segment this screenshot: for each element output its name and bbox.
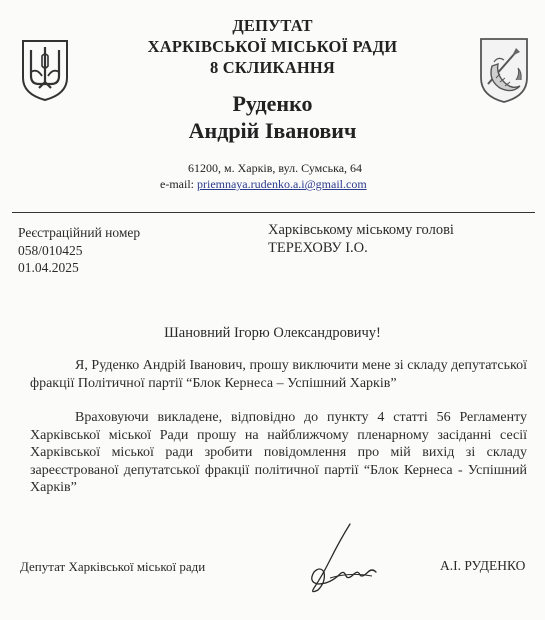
header-email-line	[160, 177, 367, 192]
recipient-name: ТЕРЕХОВУ І.О.	[268, 240, 368, 256]
header-surname: Руденко	[232, 91, 313, 116]
recipient-title: Харківському міському голові	[268, 222, 454, 238]
email-link[interactable]: priemnaya.rudenko.a.i@gmail.com	[196, 177, 367, 191]
header-given-names: Андрій Іванович	[188, 118, 357, 143]
header-title-council: ХАРКІВСЬКОЇ МІСЬКОЇ РАДИ	[147, 37, 398, 56]
registration-date: 01.04.2025	[18, 260, 79, 275]
handwritten-signature	[300, 520, 390, 600]
body-paragraph-1: Я, Руденко Андрій Іванович, прошу виключити мене зі складу депутатської фракції Політичної партії “Блок Кернеса – Успішний Харків”	[30, 358, 527, 391]
greeting: Шановний Ігорю Олександровичу!	[164, 325, 381, 341]
registration-label: Реєстраційний номер	[18, 225, 141, 240]
header-address: 61200, м. Харків, вул. Сумська, 64	[188, 161, 363, 175]
header-title-deputy: ДЕПУТАТ	[232, 16, 313, 35]
body-paragraph-2: Враховуючи викладене, відповідно до пункту 4 статті 56 Регламенту Харківської міської Ради прошу на найближчому пленарному засіданні сесії Харківської міської ради зробити повідомлення про мій вихід зі складу зареєстрованої депутатської фракції політичної партії “Блок Кернеса - Успішний Харків”	[30, 410, 527, 495]
header-title-convocation: 8 СКЛИКАННЯ	[209, 58, 336, 77]
email-label: e-mail:	[160, 177, 197, 191]
registration-number: 058/010425	[18, 243, 83, 258]
signature-position: Депутат Харківської міської ради	[20, 559, 206, 574]
header-divider	[12, 212, 535, 213]
signature-name: А.І. РУДЕНКО	[440, 558, 526, 573]
